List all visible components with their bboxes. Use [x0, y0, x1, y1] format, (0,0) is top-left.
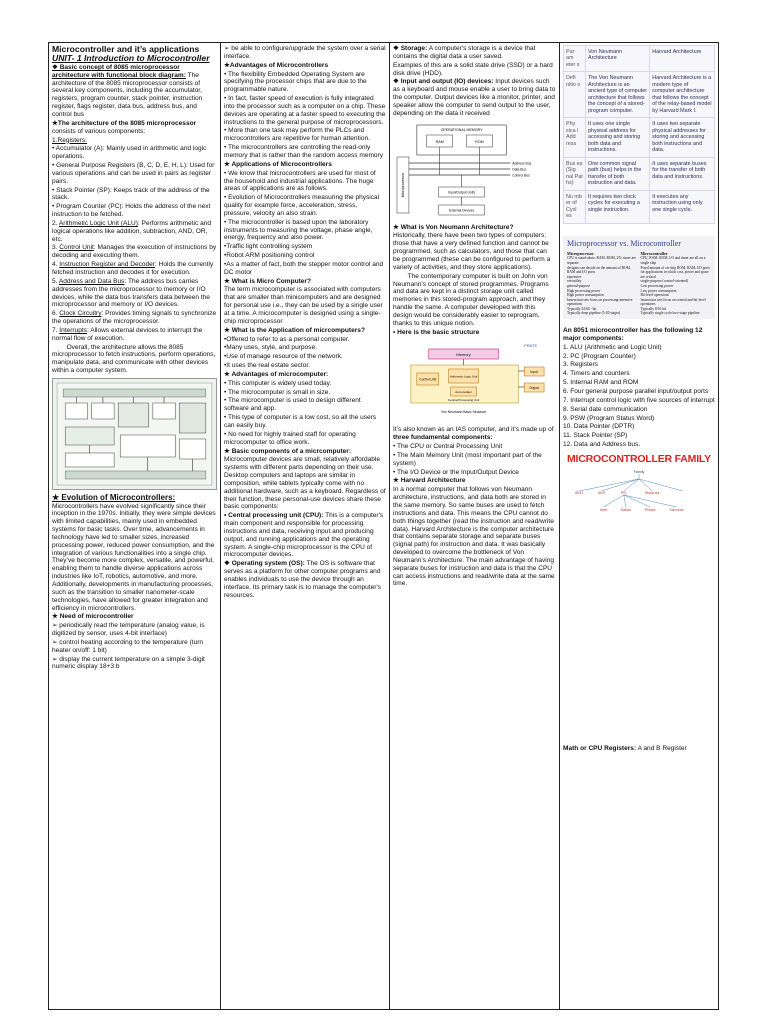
list-item: 8. Serial date communication — [563, 405, 648, 413]
microcomputer-paragraph: The term microcomputer is associated with computers that are smaller than minicomputers and are designed for personal use i.e., they can be used by a single user at a time. A microcomputer is designed using a single-chip microprocessor — [224, 286, 383, 325]
math-registers-line: Math or CPU Registers: A and B Register — [563, 745, 687, 753]
list-item: Typically 32/64 - bit — [567, 306, 597, 311]
list-item: • In fact, faster speed of execution is fully integrated into the processor such as a computer on a chip. These devices are operating at a faster speed to executing the instructions to the general purpose of microprocessors. — [224, 95, 386, 126]
table-header-row — [564, 46, 715, 72]
list-item: general-purpose — [567, 283, 591, 288]
basic-concept-paragraph: ❖ Basic concept of 8085 microprocessor architecture with functional block diagram: The architecture of the 8085 microprocessor consists of several key components, including the accumulator, registers, program counter, stack pointer, instruction register, flags register, data bus, address bus, and control bus — [52, 63, 203, 118]
list-item: • Stack Pointer (SP): Keeps track of the address of the stack. — [52, 186, 210, 202]
list-item: Low processing power — [640, 283, 674, 288]
external-devices-label: External Devices — [448, 208, 475, 213]
list-item: • The I/O Device or the Input/Output Device — [393, 468, 519, 476]
family-member-dallas: Dallas — [620, 508, 631, 513]
list-item: • General Purpose Registers (B, C, D, E, H, L): Used for various operations and can be used in pairs as register pairs. — [52, 162, 215, 185]
table-cell: Phy sica l Add ress — [564, 118, 586, 157]
architecture-paragraph: ★The architecture of the 8085 microprocessor consists of various components: — [52, 119, 197, 135]
evolution-paragraph: Microcontrollers have evolved significantly since their inception in the 1970s. Initially, they were simple devices with limited capabilities, mainly used in embedded systems for basic tasks. Over time, advancements in technology have led to smaller sizes, increased processing power, reduced power consumption, and the integration of various functionalities into a single chip. They’ve become more complex, versatile, and powerful, enabling them to handle diverse applications across industries like IoT, robotics, automotive, and more. Additionally, developments in manufacturing processes, such as the transition to smaller nanometer-scale technologies, have allowed for greater integration and efficiency in microcontrollers. — [52, 502, 216, 612]
microcomputer-block-diagram — [393, 121, 556, 221]
memory-label: Memory — [456, 352, 471, 358]
list-item: •Use of manage resource of the network. — [224, 353, 343, 361]
list-item: single-purpose (control-oriented) — [640, 279, 689, 284]
list-item: • The CPU or Central Processing Unit — [393, 443, 503, 451]
microcomputer-advantages-heading: ★ Advantages of microcomputer: — [224, 370, 329, 378]
list-item: 11. Stack Pointer (SP) — [563, 432, 628, 440]
list-item: Bit-level operations — [640, 293, 669, 298]
list-item: •Many uses, style, and purpose. — [224, 344, 317, 352]
table-cell: It executes any instruction using only one single cycle. — [650, 190, 715, 223]
mc-column-heading: Microcontroller — [640, 251, 668, 257]
list-item: 1. ALU (Arithmetic and Logic Unit) — [563, 343, 662, 351]
list-item: • The microcomputer is small in size. — [224, 388, 331, 396]
column-2 — [221, 43, 390, 1009]
table-row — [564, 72, 715, 118]
mp-column — [567, 251, 638, 316]
input-label: Input — [530, 370, 538, 375]
mc-column — [641, 251, 712, 316]
block-diagram-image — [53, 379, 216, 489]
list-item: designer can decide on the amount of ROM, RAM and I/O ports — [567, 265, 631, 275]
mp-vs-mc-figure — [563, 236, 715, 319]
block-diagram-figure — [52, 378, 217, 490]
list-item: ➢ periodically read the temperature (analog value, is digitized by sensor, uses 4-bit interface) — [52, 622, 205, 638]
list-item: 6. Four general purpose parallel input/output ports — [563, 387, 709, 395]
document-title: Microcontroller and it’s applications — [52, 44, 200, 54]
alu-label: Arithmetic Logic Unit — [449, 374, 478, 379]
list-item: • The microcontrollers are controlling the read-only memory that is rather than the random access memory — [224, 144, 384, 159]
list-item: Typically deep pipeline (5-20 stages) — [567, 311, 621, 316]
rom-label: ROM — [475, 139, 484, 144]
family-member-philips: Philips — [644, 508, 656, 513]
unit-title: UNIT- 1 Introduction to Microcontroller — [52, 53, 210, 64]
list-item: for applications in which cost, power and space are critical — [640, 270, 709, 279]
cpu-label: Central Processing Unit — [447, 398, 480, 403]
io-units-label: Input/Output Units — [448, 190, 476, 195]
family-member-pic: PIC — [620, 491, 627, 496]
ram-label: RAM — [435, 139, 444, 144]
control-unit-label: Control Unit — [419, 377, 437, 382]
list-item: • The microcomputer is used to design different software and app. — [224, 397, 361, 413]
cpu-paragraph: • Central processing unit (CPU): This is a computer's main component and responsible for processing instructions and data, receiving input and producing output, and running applications and the operating system. A single-chip microprocessor is the CPU of microcomputer devices. — [224, 512, 384, 559]
list-item: 5. Internal RAM and ROM — [563, 379, 639, 387]
list-item: • More than one task may perform the PLCs and microcontrollers are repetitive for human attention. — [224, 127, 370, 143]
ias-paragraph: It’s also known as an IAS computer, and it’s made up of three fundamental components: — [393, 426, 554, 442]
von-neumann-paragraph: Historically, there have been two types of computers: those that have a very defined function and cannot be programmed, such as calculators, and those that can be programmed (these can be configured to perform a variety of activities, and they store applications). — [393, 232, 551, 271]
harvard-paragraph: In a normal computer that follows von Neumann architecture, instructions, and data both are stored in the same memory. So same buses are used to fetch instructions and data. This means the CPU cannot do both things together (read the instruction and read/write data). Harvard Architecture is the computer architecture that contains separate storage and separate buses (signal path) for instruction and data. It was basically developed to overcome the bottleneck of Von Neumann’s Architecture. The main advantage of having separate buses for instruction and data is that the CPU can access instructions and read/write data at the same time. — [393, 486, 555, 588]
need-heading: ★ Need of microcontroller — [52, 613, 134, 621]
comparison-table — [563, 45, 715, 224]
storage-example: Examples of this are a solid state drive (SSD) or a hard disk drive (HDD). — [393, 61, 553, 77]
list-item: 10. Data Pointer (DPTR) — [563, 423, 635, 431]
von-neumann-paragraph-2: The contemporary computer is built on John von Neumann’s concept of stored programmes. Programs and data are kept in a distinct storage unit called memories in this stored-program approach, and they handle the same. A computer developed with this design would be considerably easier to reprogram, thanks to this unique notion. — [393, 272, 551, 327]
table-header-cell: Par am eter s — [564, 46, 586, 72]
list-item: •Traffic light controlling system — [224, 243, 313, 251]
list-item: • The flexibility Embedded Operating System are specifying the processor chips that are due to the programmable nature. — [224, 70, 367, 94]
list-item: ➢ control heating according to the temperature (turn heater on/off: 1 bit) — [52, 638, 204, 654]
list-item: ➢ display the current temperature on a simple 3-digit numeric display 18+3 b — [52, 655, 205, 671]
family-member-8051: 8051 — [575, 491, 584, 496]
address-bus-label: Address Bus — [512, 161, 532, 166]
list-item: Instruction sets focus on processing-intensive operations — [567, 297, 633, 307]
list-item: expensive — [567, 274, 582, 279]
list-item: • We know that microcontrollers are used for most of the household and industrial applications. The huge areas of applications are as follows. — [224, 169, 376, 193]
advantages-heading: ★Advantages of Microcontrollers — [224, 61, 329, 69]
components-heading: ★ Basic components of a micrcomputer: — [224, 447, 352, 455]
op-memory-label: OPERATIONAL MEMORY — [440, 127, 483, 132]
list-item: 2. PC (Program Counter) — [563, 352, 636, 360]
cheat-sheet-page — [48, 42, 719, 1010]
registers-heading: 1.Registers: — [52, 136, 87, 144]
microprocessor-label: Microprocessor — [400, 172, 405, 197]
list-item: • This type of computer is a low cost, so all the users can easily buy. — [224, 414, 377, 429]
column-3 — [390, 43, 560, 1009]
storage-paragraph: ❖ Storage: A computer's storage is a device that contains the digital data a user saved. — [393, 45, 536, 60]
list-item: 3. Control Unit: Manages the execution of instructions by decoding and executing them. — [52, 244, 217, 260]
microcomputer-heading: ★ What is Micro Computer? — [224, 277, 311, 285]
table-header-cell: Von Neumann Architecture — [586, 46, 650, 72]
evolution-heading: ★ Evolution of Microcontrollers: — [52, 492, 176, 502]
list-item: ➢ be able to configure/upgrade the system over a serial interface. — [224, 45, 386, 60]
os-paragraph: ❖ Operating system (OS): The OS is software that serves as a platform for other computer programs and enables individuals to use the device through an interface. Its primary task is to manage the computer's resources. — [224, 560, 381, 599]
data-bus-label: Data Bus — [512, 167, 527, 172]
list-item: High power consumption — [567, 293, 604, 298]
family-member-avr: AVR — [597, 491, 606, 496]
list-item: Instruction sets focus on control and bit-level operations — [640, 297, 706, 307]
family-member-motorola: Motorola — [645, 491, 660, 496]
control-bus-label: Control Bus — [512, 173, 530, 178]
list-item: Typically single cycle/two-stage pipeline — [640, 311, 700, 316]
table-cell: It uses one single physical address for accessing and storing both data and instructions. — [586, 118, 650, 157]
harvard-heading: ★ Harvard Architecture — [393, 477, 466, 485]
list-item: 4. Instruction Register and Decoder: Holds the currently fetched instruction and decodes it for execution. — [52, 261, 214, 276]
output-label: Output — [529, 386, 540, 391]
list-item: • Accumulator (A): Mainly used in arithmetic and logic operations. — [52, 145, 207, 161]
list-item: 12. Data and Address bus. — [563, 441, 641, 449]
list-item: CPU, RAM, ROM, I/O and timer are all on a single chip — [640, 256, 706, 265]
list-item: • This computer is widely used today. — [224, 379, 332, 387]
io-paragraph: ❖ Input and output (IO) devices: Input devices such as a keyboard and mouse enable a user to bring data to the computer. Output devices like a monitor, printer, and speaker allow the computer to send output to the user, depending on the data it received — [393, 78, 556, 117]
microcomputer-application-heading: ★ What is the Application of micrcomputers? — [224, 326, 365, 334]
list-item: •It uses the real estate sector. — [224, 362, 310, 370]
von-neumann-structure-figure — [393, 339, 556, 423]
basic-structure-label: • Here is the basic structure — [393, 328, 480, 336]
list-item: • Evolution of Microcontrollers measuring the physical quality for example force, acceleration, stress, pressure, velocity an also strain. — [224, 194, 380, 217]
microcontroller-family-tree — [563, 467, 715, 519]
list-item: •As a matter of fact, both the stepper motor control and DC motor — [224, 260, 384, 276]
table-row — [564, 118, 715, 157]
list-item: 7. Interrupts: Allows external devices to interrupt the normal flow of execution. — [52, 326, 203, 342]
list-item: •Offered to refer to as a personal computer. — [224, 335, 350, 343]
c8051-heading: An 8051 microcontroller has the following 12 major components: — [563, 327, 703, 342]
blank-space — [563, 519, 715, 745]
table-cell: Nu mb er of Cycl es — [564, 190, 586, 223]
table-cell: It uses two separate physical addresses for storing and accessing both instructions and data. — [650, 118, 715, 157]
applications-heading: ★ Applications of Microcontrollers — [224, 160, 332, 168]
accumulator-label: Accumulator — [455, 390, 472, 395]
list-item: 2. Arithmetic Logic Unit (ALU): Performs arithmetic and logical operations like addition, subtraction, AND, OR, etc. — [52, 219, 212, 243]
list-item: 6. Clock Circuitry: Provides timing signals to synchronize the operations of the microprocessor. — [52, 310, 217, 326]
list-item: CPU is stand-alone, RAM, ROM, I/O, timer are separate — [567, 256, 636, 265]
table-cell: Bus es (Sig nal Pat hs) — [564, 157, 586, 190]
components-paragraph: Microcomputer devices are small, relatively affordable systems with different parts depending on their use. Desktop computers and laptops are similar in composition, while tablets typically come with no additional hardware, such as a keyboard. Regardless of their function, these personal-use devices share these basic components: — [224, 456, 386, 511]
list-item: Low power consumption — [640, 288, 677, 293]
table-cell: Defi nitio n — [564, 72, 586, 118]
table-header-cell: Harvard Architecture — [650, 46, 715, 72]
list-item: 7. Interrupt control logic with five sources of interrupt — [563, 396, 715, 404]
mp-column-heading: Microprocessor — [567, 251, 594, 257]
column-4 — [560, 43, 718, 1009]
table-row — [564, 157, 715, 190]
list-item: •Robot ARM positioning control — [224, 252, 315, 260]
overall-paragraph: Overall, the architecture allows the 8085 microprocessor to fetch instructions, perform operations, manipulate data, and communicate with other devices within a computer system. — [52, 343, 218, 375]
list-item: • No need for highly trained staff for operating microcomputer to office work. — [224, 430, 356, 446]
column-1 — [49, 43, 221, 1009]
list-item: • The microcontroller is based upon the laboratory instruments to measuring the voltage, phase angle, energy, frequency and also power. — [224, 218, 373, 242]
family-root-label: Family — [633, 470, 645, 475]
table-cell: It requires two clock cycles for executing a single instruction. — [586, 190, 650, 223]
list-item: • The Main Memory Unit (most important part of the system) — [393, 451, 542, 467]
list-item: High processing power — [567, 288, 601, 293]
table-cell: One common signal path (bus) helps in the transfer of both instruction and data. — [586, 157, 650, 190]
figure-caption: Von Neumann Basic Structure — [441, 410, 487, 415]
list-item: • Program Counter (PC): Holds the address of the next instruction to be fetched. — [52, 203, 211, 219]
mp-vs-mc-title: Microprocessor vs. Microcontroller — [567, 238, 681, 248]
family-member-intel: Intel — [600, 508, 607, 513]
microcontroller-family-title: MICROCONTROLLER FAMILY — [567, 452, 711, 465]
list-item: 5. Address and Data Bus: The address bus carries addresses from the microprocessor to memory or I/O devices, while the data bus transfers data between the microprocessor and memory or I/O devices. — [52, 277, 210, 309]
list-item: Fixed amount of on-chip ROM, RAM, I/O ports — [640, 265, 710, 270]
list-item: 9. PSW (Program Status Word) — [563, 414, 655, 422]
table-cell: The Von Neumann Architecture is an ancient type of computer architecture that follows the concept of a stored-program computer. — [586, 72, 650, 118]
family-member-siemens: Siemens — [669, 508, 684, 513]
list-item: 3. Registers — [563, 361, 598, 369]
table-row — [564, 190, 715, 223]
table-cell: It uses separate buses for the transfer of both data and instructions. — [650, 157, 715, 190]
list-item: versatility — [567, 279, 582, 284]
list-item: 4. Timers and counters — [563, 370, 630, 378]
watermark-text: PRATE — [524, 343, 538, 349]
list-item: Typically 8/16 bit — [640, 306, 666, 311]
von-neumann-heading: ★ What is Von Neumann Architecture? — [393, 223, 514, 231]
table-cell: Harvard Architecture is a modern type of computer architecture that follows the concept of the relay-based model by Harvard Mark I. — [650, 72, 715, 118]
